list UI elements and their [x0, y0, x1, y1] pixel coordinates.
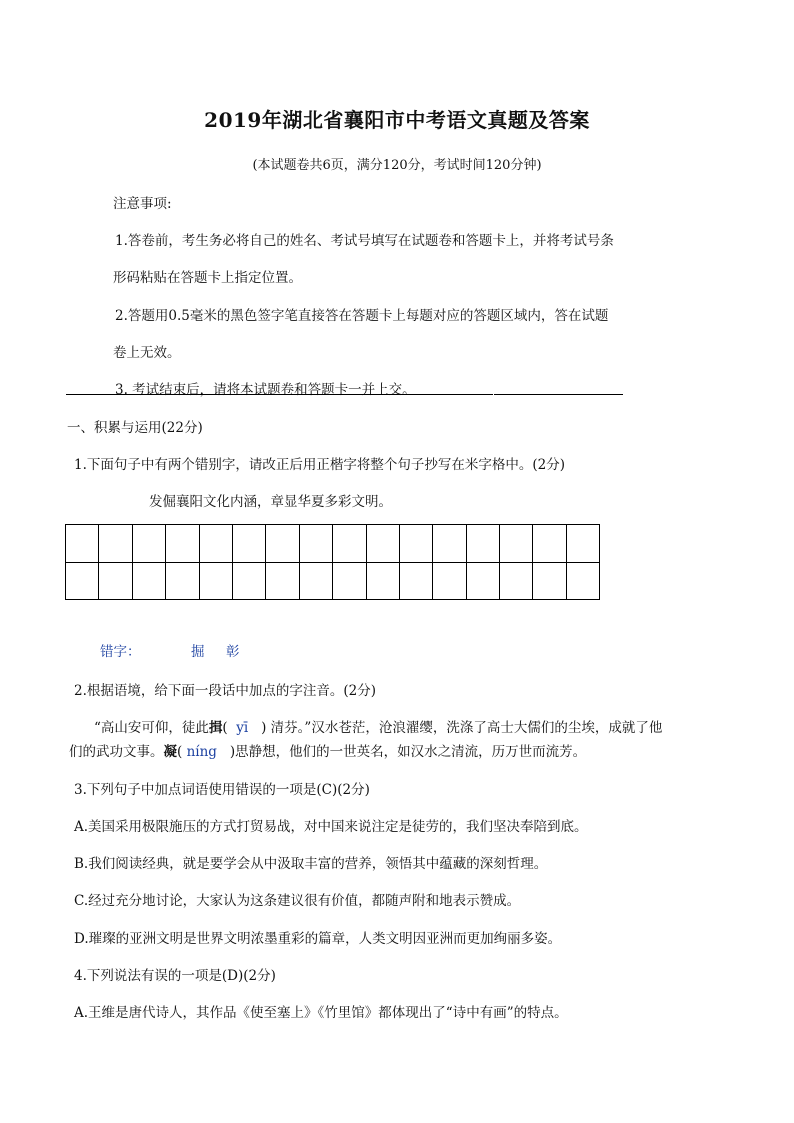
grid-row: [66, 562, 600, 600]
notice-item-2-line-2: 卷上无效。: [113, 345, 181, 361]
q2-text: )思静想，他们的一世英名，如汉水之清流，历万世而流芳。: [229, 744, 587, 760]
grid-cell: [566, 525, 599, 563]
grid-cell: [199, 562, 232, 600]
q1-answer-1: 掘: [191, 644, 205, 660]
grid-cell: [132, 525, 165, 563]
section-1-heading: 一、积累与运用(22分): [67, 420, 203, 436]
notice-item-3: 3. 考试结束后，请将本试题卷和答题卡一并上交。: [115, 382, 416, 398]
notice-heading: 注意事项:: [113, 196, 172, 212]
grid-cell: [366, 525, 399, 563]
grid-cell: [366, 562, 399, 600]
grid-cell: [566, 562, 599, 600]
q3-option-c: C.经过充分地讨论，大家认为这条建议很有价值，都随声附和地表示赞成。: [74, 893, 521, 909]
grid-cell: [433, 562, 466, 600]
grid-cell: [266, 562, 299, 600]
q3-option-b: B.我们阅读经典，就是要学会从中汲取丰富的营养，领悟其中蕴藏的深刻哲理。: [74, 856, 548, 872]
q2-paragraph-line-1: [94, 716, 662, 736]
grid-cell: [232, 562, 265, 600]
q3-option-d: D.璀璨的亚洲文明是世界文明浓墨重彩的篇章，人类文明因亚洲而更加绚丽多姿。: [74, 931, 562, 947]
exam-info: (本试题卷共6页，满分120分，考试时间120分钟): [252, 158, 542, 173]
q2-paren: (: [222, 720, 228, 736]
grid-cell: [466, 525, 499, 563]
grid-cell: [99, 562, 132, 600]
grid-cell: [199, 525, 232, 563]
q2-stem: 2.根据语境，给下面一段话中加点的字注音。(2分): [74, 683, 377, 699]
notice-item-1-line-2: 形码粘贴在答题卡上指定位置。: [113, 270, 302, 286]
q2-pinyin-1: yī: [236, 720, 249, 736]
q2-paragraph-line-2: [69, 740, 586, 760]
grid-cell: [533, 525, 566, 563]
q2-text: 们的武功文事。: [69, 744, 164, 760]
grid-cell: [232, 525, 265, 563]
notice-item-2-line-1: 2.答题用0.5毫米的黑色签字笔直接答在答题卡上每题对应的答题区域内，答在试题: [115, 308, 609, 324]
grid-cell: [266, 525, 299, 563]
grid-cell: [399, 562, 432, 600]
q2-text: ) 清芬。”汉水苍茫，沧浪濯缨，洗涤了高士大儒们的尘埃，成就了他: [261, 720, 663, 736]
grid-cell: [533, 562, 566, 600]
grid-cell: [66, 562, 99, 600]
answer-grid: [65, 524, 600, 600]
grid-cell: [66, 525, 99, 563]
q4-stem: 4.下列说法有误的一项是(D)(2分): [74, 968, 276, 984]
notice-divider-right: [494, 394, 623, 395]
grid-cell: [299, 525, 332, 563]
page-title: 2019年湖北省襄阳市中考语文真题及答案: [204, 108, 590, 132]
grid-cell: [500, 525, 533, 563]
grid-cell: [466, 562, 499, 600]
q4-option-a: A.王维是唐代诗人，其作品《使至塞上》《竹里馆》都体现出了“诗中有画”的特点。: [74, 1005, 568, 1021]
q3-option-a: A.美国采用极限施压的方式打贸易战，对中国来说注定是徒劳的，我们坚决奉陪到底。: [74, 819, 588, 835]
q3-stem: 3.下列句子中加点词语使用错误的一项是(C)(2分): [74, 782, 370, 798]
notice-divider-left: [66, 394, 493, 395]
q2-paren: (: [177, 744, 183, 760]
grid-cell: [333, 562, 366, 600]
grid-cell: [500, 562, 533, 600]
q1-sentence: 发倔襄阳文化内涵，章显华夏多彩文明。: [149, 494, 392, 510]
q2-pinyin-2: níng: [186, 744, 217, 760]
grid-cell: [132, 562, 165, 600]
q1-answer-label: 错字：: [100, 644, 141, 660]
grid-cell: [166, 562, 199, 600]
grid-cell: [399, 525, 432, 563]
grid-cell: [299, 562, 332, 600]
q1-stem: 1.下面句子中有两个错别字，请改正后用正楷字将整个句子抄写在米字格中。(2分): [74, 457, 566, 473]
q2-dotted-char-2: 凝: [163, 744, 177, 760]
q2-dotted-char-1: 揖: [208, 720, 223, 736]
grid-cell: [166, 525, 199, 563]
grid-cell: [433, 525, 466, 563]
grid-cell: [333, 525, 366, 563]
q2-text: “高山安可仰，徒此: [94, 720, 209, 736]
grid-row: [66, 525, 600, 563]
q1-answer-2: 彰: [226, 644, 240, 660]
grid-cell: [99, 525, 132, 563]
notice-item-1-line-1: 1.答卷前，考生务必将自己的姓名、考试号填写在试题卷和答题卡上，并将考试号条: [115, 233, 614, 249]
